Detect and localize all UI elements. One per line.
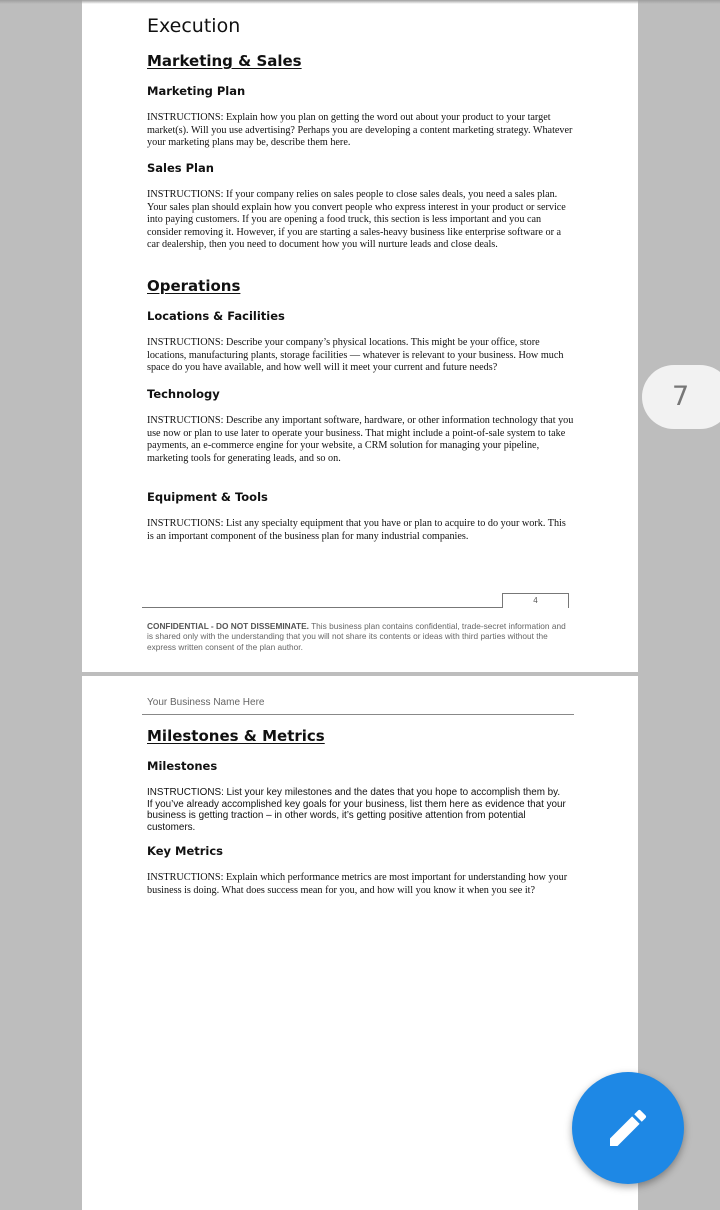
subsection-title-operations: Operations xyxy=(147,277,241,295)
toolbar-shadow xyxy=(0,0,720,4)
page-indicator xyxy=(642,365,720,429)
heading-sales-plan: Sales Plan xyxy=(147,161,214,175)
confidential-notice xyxy=(147,621,573,652)
document-page-4[interactable] xyxy=(82,0,638,672)
paragraph-equipment-tools: INSTRUCTIONS: List any specialty equipment that you have or plan to acquire to do your work. This is an important component of the business plan for many industrial companies. xyxy=(147,518,566,542)
edit-button[interactable] xyxy=(572,1072,684,1184)
paragraph-sales-plan: INSTRUCTIONS: If your company relies on sales people to close sales deals, you need a sales plan. Your sales plan should explain how you convert people who express interest in your product or service into paying customers. If you are opening a food truck, this section is less important and you can consider removing it. However, if you are starting a sales-heavy business like enterprise software or a car dealership, then you need to document how you will nurture leads and close deals. xyxy=(147,189,566,251)
paragraph-marketing-plan: INSTRUCTIONS: Explain how you plan on getting the word out about your product to your target market(s). Will you use advertising? Perhaps you are developing a content marketing strategy. Whatever your marketing plans may be, describe them here. xyxy=(147,112,573,149)
page-content xyxy=(147,676,575,1210)
document-page-5[interactable] xyxy=(82,676,638,1210)
page-header-business-name: Your Business Name Here xyxy=(147,697,265,708)
heading-locations-facilities: Locations & Facilities xyxy=(147,309,285,323)
heading-technology: Technology xyxy=(147,387,220,401)
paragraph-technology: INSTRUCTIONS: Describe any important software, hardware, or other information technology that you use now or plan to use later to operate your business. That might include a point-of-sale system to take payments, an e-commerce engine for your website, a CRM solution for managing your pipeline, marketing tools for generating leads, and so on. xyxy=(147,415,574,464)
section-title-execution: Execution xyxy=(147,15,241,37)
paragraph-milestones: INSTRUCTIONS: List your key milestones and the dates that you hope to accomplish them by. If you’ve already accomplished key goals for your business, list them here as evidence that your business is getting traction – in other words, it’s getting positive attention from potential customers. xyxy=(147,787,566,834)
subsection-title-marketing-sales: Marketing & Sales xyxy=(147,52,302,70)
heading-milestones: Milestones xyxy=(147,759,218,773)
confidential-label: CONFIDENTIAL - DO NOT DISSEMINATE. xyxy=(147,621,309,631)
heading-key-metrics: Key Metrics xyxy=(147,844,224,858)
heading-equipment-tools: Equipment & Tools xyxy=(147,490,268,504)
subsection-title-milestones-metrics: Milestones & Metrics xyxy=(147,727,325,745)
paragraph-key-metrics: INSTRUCTIONS: Explain which performance metrics are most important for understanding how your business is doing. What does success mean for you, and how will you know it when you see it? xyxy=(147,872,568,896)
footer-divider xyxy=(142,607,503,608)
confidential-text: This business plan contains confidential, trade-secret information and is shared only with the understanding that you will not share its contents or ideas with third parties without the express written consent of the plan author. xyxy=(147,621,566,652)
pencil-icon xyxy=(604,1104,652,1152)
heading-marketing-plan: Marketing Plan xyxy=(147,84,246,98)
page-indicator-number: 7 xyxy=(672,381,690,412)
page-number: 4 xyxy=(502,593,569,608)
page-content xyxy=(147,0,575,672)
paragraph-locations-facilities: INSTRUCTIONS: Describe your company’s physical locations. This might be your office, store locations, manufacturing plants, storage facilities — whatever is relevant to your business. How much space do you have available, and how well will it meet your current and future needs? xyxy=(147,337,564,374)
